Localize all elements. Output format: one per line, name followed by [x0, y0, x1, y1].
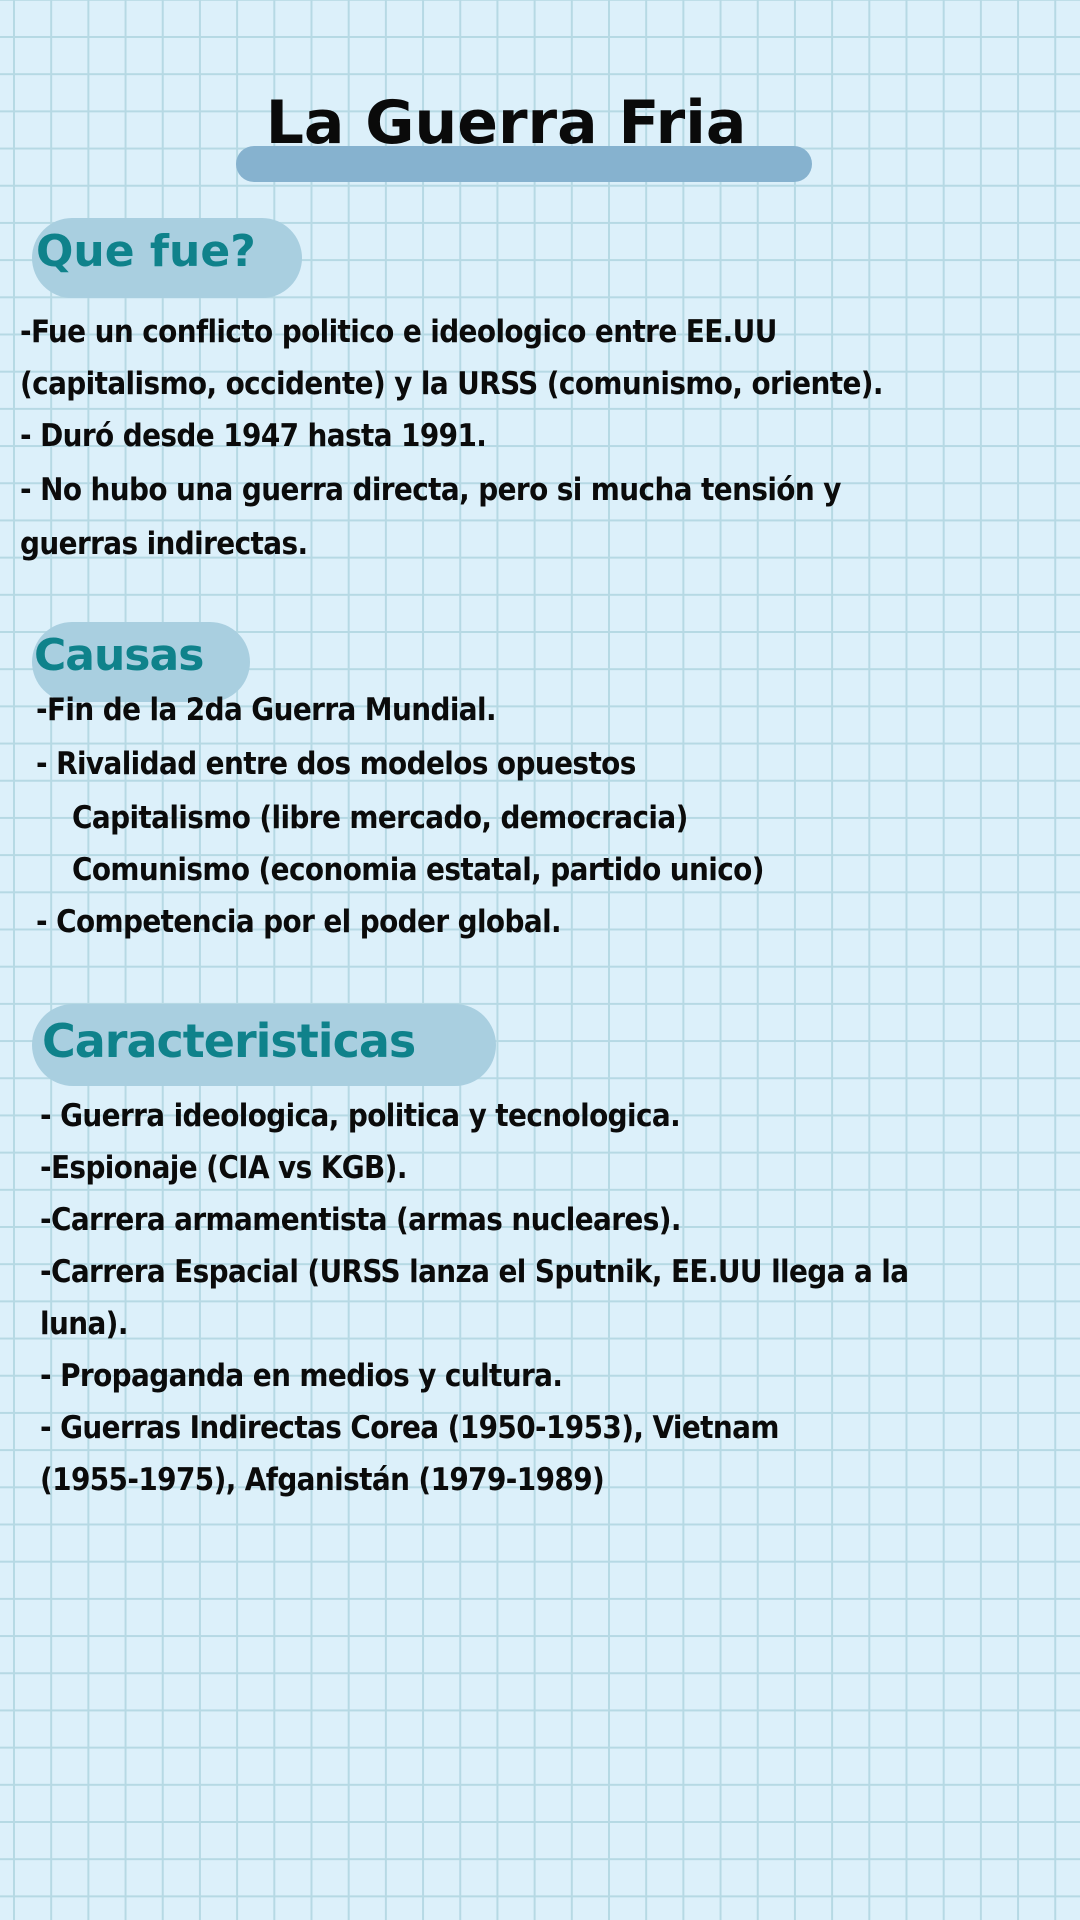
text-line: - Duró desde 1947 hasta 1991. [20, 418, 487, 454]
page-title: La Guerra Fria [265, 88, 747, 158]
text-line: Capitalismo (libre mercado, democracia) [72, 800, 688, 836]
text-line: - Rivalidad entre dos modelos opuestos [36, 746, 636, 782]
text-line: - Guerras Indirectas Corea (1950-1953), Vietnam [40, 1410, 779, 1446]
section-heading-caracteristicas: Caracteristicas [42, 1014, 416, 1068]
text-line: guerras indirectas. [20, 526, 308, 562]
text-line: (1955-1975), Afganistán (1979-1989) [40, 1462, 605, 1498]
text-line: - No hubo una guerra directa, pero si mucha tensión y [20, 472, 841, 508]
text-line: -Espionaje (CIA vs KGB). [40, 1150, 407, 1186]
section-heading-que-fue: Que fue? [36, 226, 256, 277]
text-line: Comunismo (economia estatal, partido unico) [72, 852, 764, 888]
text-line: (capitalismo, occidente) y la URSS (comunismo, oriente). [20, 366, 883, 402]
text-line: luna). [40, 1306, 128, 1342]
text-line: -Fue un conflicto politico e ideologico entre EE.UU [20, 314, 777, 350]
text-line: - Propaganda en medios y cultura. [40, 1358, 563, 1394]
text-line: -Carrera Espacial (URSS lanza el Sputnik, EE.UU llega a la [40, 1254, 909, 1290]
text-line: -Fin de la 2da Guerra Mundial. [36, 692, 496, 728]
text-line: - Competencia por el poder global. [36, 904, 562, 940]
text-line: - Guerra ideologica, politica y tecnologica. [40, 1098, 681, 1134]
section-heading-causas: Causas [34, 630, 204, 681]
text-line: -Carrera armamentista (armas nucleares). [40, 1202, 681, 1238]
